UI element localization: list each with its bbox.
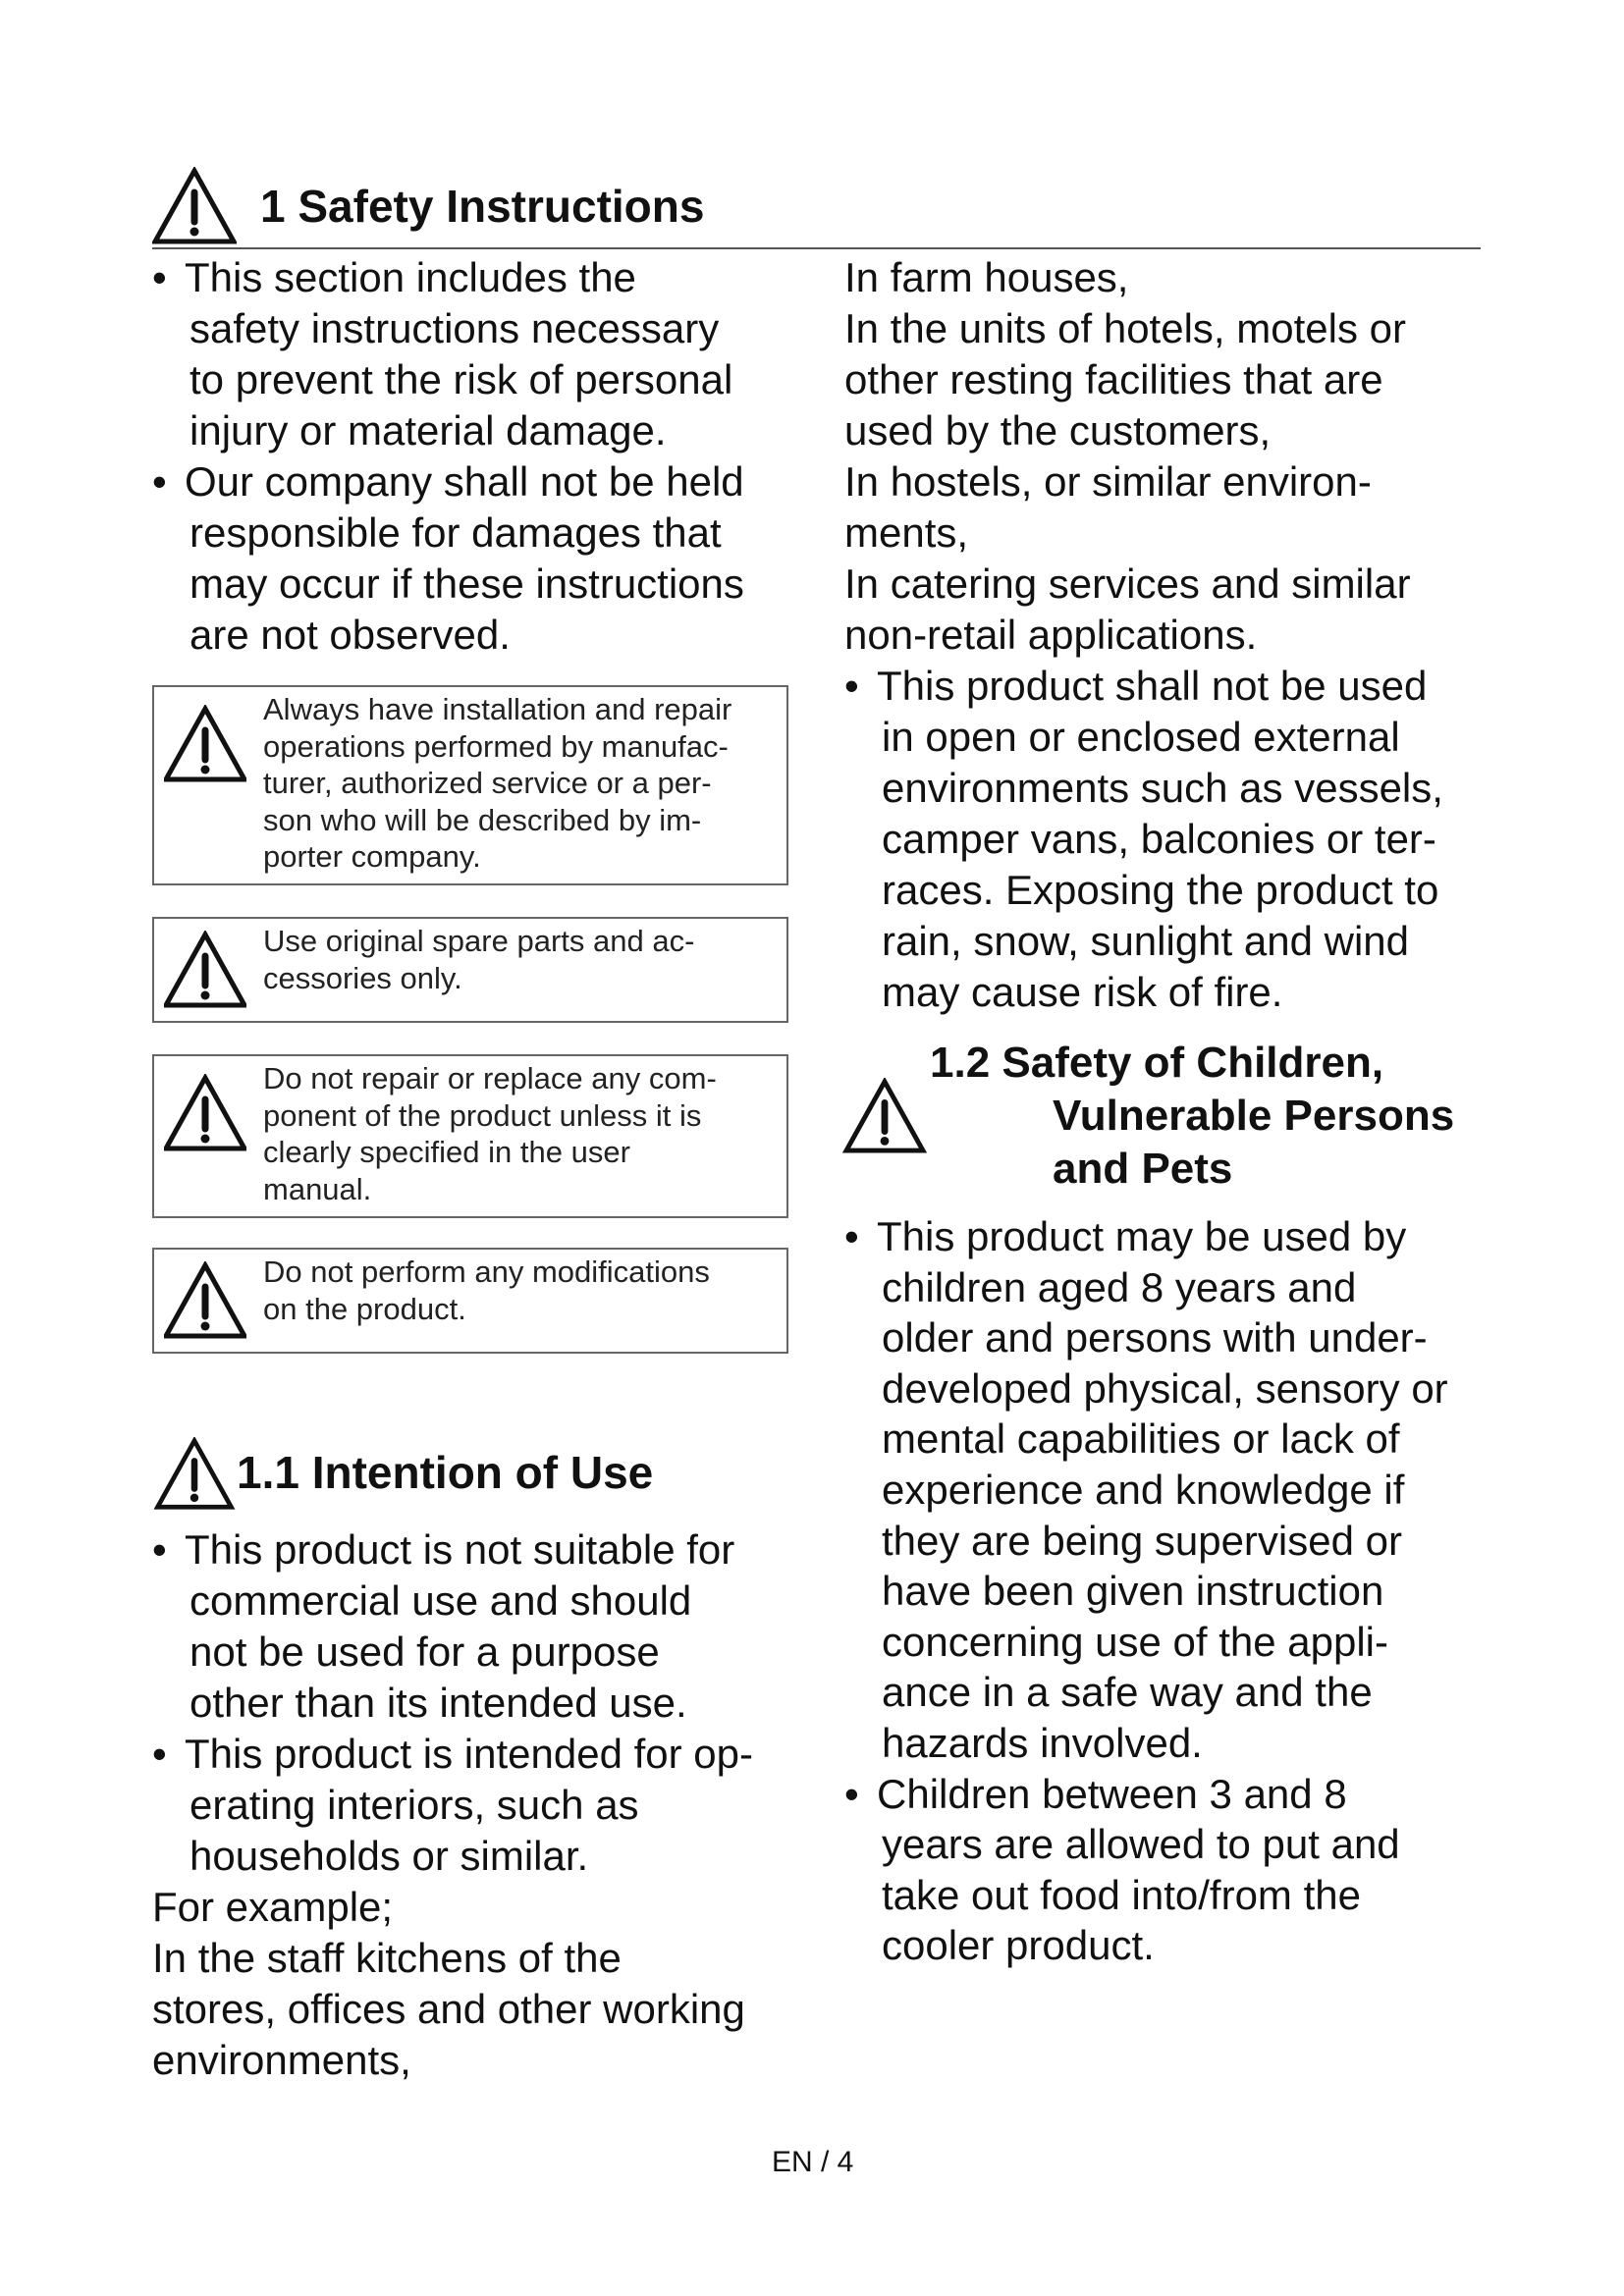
text-line: not be used for a purpose: [189, 1629, 660, 1675]
text-line: In hostels, or similar environ-: [844, 458, 1372, 505]
text-line: other than its intended use.: [189, 1680, 687, 1726]
text-line: have been given instruction: [882, 1568, 1384, 1615]
text-line: on the product.: [263, 1291, 466, 1326]
heading-rule: [152, 247, 1481, 249]
text-line: erating interiors, such as: [189, 1782, 639, 1828]
text-line: In the staff kitchens of the: [152, 1935, 622, 1981]
text-line: commercial use and should: [189, 1577, 692, 1624]
text-line: Our company shall not be held: [185, 458, 744, 505]
bullet-marker: •: [844, 1770, 859, 1817]
warning-box: [152, 685, 788, 885]
text-line: This product is not suitable for: [185, 1526, 735, 1573]
text-line: races. Exposing the product to: [882, 867, 1439, 913]
warning-triangle-icon: [841, 1078, 928, 1154]
bullet-marker: •: [152, 1731, 167, 1777]
text-line: Do not perform any modifications: [263, 1255, 710, 1289]
intro-bullets: [152, 252, 744, 661]
text-line: son who will be described by im-: [263, 802, 702, 837]
bullet-marker: •: [844, 663, 859, 709]
text-line: years are allowed to put and: [882, 1821, 1400, 1868]
section-title-line: Vulnerable Persons: [1053, 1092, 1455, 1140]
warning-text: [263, 1060, 717, 1207]
text-line: cooler product.: [882, 1922, 1155, 1969]
section-title-line: 1.2 Safety of Children,: [930, 1039, 1384, 1087]
warning-text: [263, 1254, 710, 1327]
text-line: other resting facilities that are: [844, 356, 1383, 402]
text-line: In farm houses,: [844, 254, 1129, 300]
text-line: manual.: [263, 1171, 372, 1206]
bullet-marker: •: [152, 254, 167, 300]
text-line: In catering services and similar: [844, 561, 1411, 607]
bullet-item: [844, 661, 1443, 1018]
text-line: older and persons with under-: [882, 1314, 1428, 1362]
section-title: 1 Safety Instructions: [260, 181, 705, 232]
bullet-item: [844, 1769, 1448, 1971]
text-line: used by the customers,: [844, 407, 1272, 454]
intention-content-continued: [844, 252, 1443, 1018]
bullet-marker: •: [152, 458, 167, 505]
text-line: Use original spare parts and ac-: [263, 924, 695, 958]
text-line: cessories only.: [263, 960, 462, 995]
text-line: camper vans, balconies or ter-: [882, 816, 1436, 862]
warning-triangle-icon: [164, 931, 246, 1009]
warning-box: [152, 1054, 788, 1218]
text-line: they are being supervised or: [882, 1517, 1402, 1564]
text-line: are not observed.: [189, 612, 511, 658]
text-line: clearly specified in the user: [263, 1135, 630, 1170]
text-line: In the units of hotels, motels or: [844, 305, 1406, 351]
bullet-item: [152, 456, 744, 661]
children-bullets: [844, 1211, 1448, 1971]
text-line: safety instructions necessary: [189, 305, 720, 351]
bullet-marker: •: [152, 1526, 167, 1573]
text-line: responsible for damages that: [189, 509, 722, 556]
warning-triangle-icon: [152, 1437, 237, 1511]
warning-triangle-icon: [164, 1074, 246, 1152]
text-line: porter company.: [263, 839, 481, 875]
section-title: [930, 1037, 1454, 1196]
text-line: injury or material damage.: [189, 407, 667, 454]
bullet-item: [844, 1211, 1448, 1769]
text-line: ance in a safe way and the: [882, 1669, 1373, 1716]
text-line: experience and knowledge if: [882, 1466, 1405, 1513]
text-line: mental capabilities or lack of: [882, 1415, 1400, 1463]
text-line: in open or enclosed external: [882, 714, 1400, 760]
text-line: This product may be used by: [877, 1213, 1407, 1259]
text-line: take out food into/from the: [882, 1871, 1361, 1918]
text-line: concerning use of the appli-: [882, 1618, 1388, 1665]
text-line: to prevent the risk of personal: [189, 356, 733, 402]
text-line: developed physical, sensory or: [882, 1364, 1448, 1412]
text-line: This product shall not be used: [877, 663, 1428, 709]
section-title-line: and Pets: [1053, 1145, 1233, 1193]
text-line: Always have installation and repair: [263, 692, 732, 726]
warning-triangle-icon: [164, 705, 246, 783]
text-line: may occur if these instructions: [189, 561, 744, 607]
page-number: EN / 4: [772, 2146, 854, 2178]
warning-box: [152, 917, 788, 1023]
bullet-marker: •: [844, 1213, 859, 1259]
text-line: environments such as vessels,: [882, 765, 1443, 811]
text-line: ments,: [844, 509, 969, 556]
text-line: operations performed by manufac-: [263, 728, 729, 764]
intention-content: [152, 1524, 753, 2086]
warning-triangle-icon: [152, 167, 237, 245]
text-line: stores, offices and other working: [152, 1986, 745, 2032]
text-line: ponent of the product unless it is: [263, 1097, 702, 1133]
bullet-item: [152, 252, 744, 456]
text-line: This section includes the: [185, 254, 636, 300]
text-line: Children between 3 and 8: [877, 1770, 1347, 1817]
text-line: may cause risk of fire.: [882, 969, 1283, 1015]
text-line: hazards involved.: [882, 1719, 1203, 1766]
text-line: Do not repair or replace any com-: [263, 1061, 717, 1095]
text-line: For example;: [152, 1884, 394, 1930]
text-line: This product is intended for op-: [185, 1731, 753, 1777]
warning-text: [263, 923, 694, 996]
text-line: children aged 8 years and: [882, 1263, 1357, 1310]
warning-triangle-icon: [164, 1261, 246, 1340]
warning-box: [152, 1248, 788, 1354]
text-line: turer, authorized service or a per-: [263, 766, 712, 801]
text-line: non-retail applications.: [844, 612, 1258, 658]
warning-text: [263, 691, 731, 876]
text-line: environments,: [152, 2037, 411, 2083]
section-title: 1.1 Intention of Use: [237, 1447, 654, 1498]
text-line: households or similar.: [189, 1833, 589, 1879]
bullet-item: [152, 1524, 753, 1729]
bullet-item: [152, 1729, 753, 1882]
text-line: rain, snow, sunlight and wind: [882, 918, 1409, 964]
